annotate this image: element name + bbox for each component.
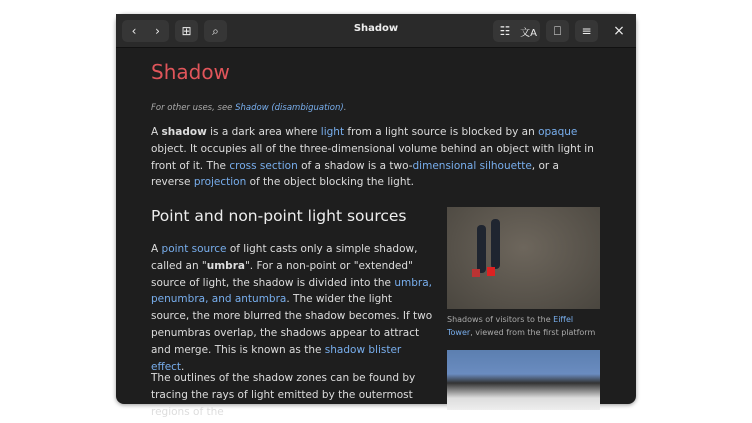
contents-button[interactable] [493,20,517,42]
bold-term: shadow [161,126,207,138]
bookmark-icon: ⎕ [553,23,562,38]
link-projection[interactable]: projection [193,176,247,189]
disambiguation-link[interactable]: Shadow (disambiguation) [235,103,344,113]
intro-paragraph [151,124,596,191]
text: . The wider the light source, the more blurred the shadow becomes. If two penumbras overlap, the shadows appear to attract and merge. This is known as the [151,293,433,356]
text: object. It occupies all of the three-dimensional volume behind an object with light in front of it. The [151,142,594,172]
text: . [181,360,185,373]
close-button[interactable] [608,20,630,42]
text: , viewed from the first platform [470,328,596,337]
close-icon: × [613,23,625,39]
bookmark-button[interactable] [546,20,569,42]
link-eiffel-tower[interactable]: Eiffel Tower [447,315,574,337]
window-title: Shadow [353,23,399,34]
link-shadow-blister[interactable]: shadow blister effect [151,343,402,373]
text: Shadows of visitors to the [447,315,554,324]
hatnote [151,100,346,117]
header-bar [116,14,636,48]
text: of a shadow is a two- [297,159,413,172]
back-icon: ‹ [131,24,137,38]
article-title: Shadow [151,60,230,84]
paragraph: The outlines of the shadow zones can be found by tracing the rays of light emitted by the outermost regions of the [151,372,416,418]
bold-term: umbra [206,259,245,272]
figure [447,207,600,339]
text: of the object blocking the light. [246,176,414,189]
search-icon: ⌕ [212,23,219,38]
shadow-photo[interactable] [447,207,600,309]
text: A [151,243,162,255]
figure-caption [447,313,600,339]
menu-icon: ≡ [581,24,592,38]
text: of light casts only a simple shadow, called an " [151,243,418,272]
text: ". For a non-point or "extended" source of light, the shadow is divided into the [151,259,413,289]
text: , or a reverse [151,159,559,189]
new-tab-icon: ⊞ [181,24,192,38]
section-heading: Point and non-point light sources [151,207,407,225]
menu-button[interactable] [575,20,598,42]
section-paragraph [151,241,433,375]
article-content [151,48,601,418]
language-button[interactable] [517,20,540,42]
link-light[interactable]: light [320,126,345,138]
hatnote-suffix: . [343,103,347,113]
text: A [151,126,162,138]
browser-window [116,14,636,418]
link-umbra[interactable]: umbra, penumbra, and antumbra [151,276,432,306]
snow-photo[interactable] [447,350,600,410]
language-icon: 文A [520,27,537,39]
link-silhouette[interactable]: dimensional silhouette [412,159,532,172]
text: from a light source is blocked by an [344,126,539,138]
forward-icon: › [155,24,160,38]
link-cross-section[interactable]: cross section [229,159,298,172]
text: is a dark area where [206,126,321,138]
link-opaque[interactable]: opaque [538,126,578,138]
contents-icon: ☷ [499,24,511,38]
hatnote-text: For other uses, see [151,103,236,113]
link-point-source[interactable]: point source [161,243,227,255]
